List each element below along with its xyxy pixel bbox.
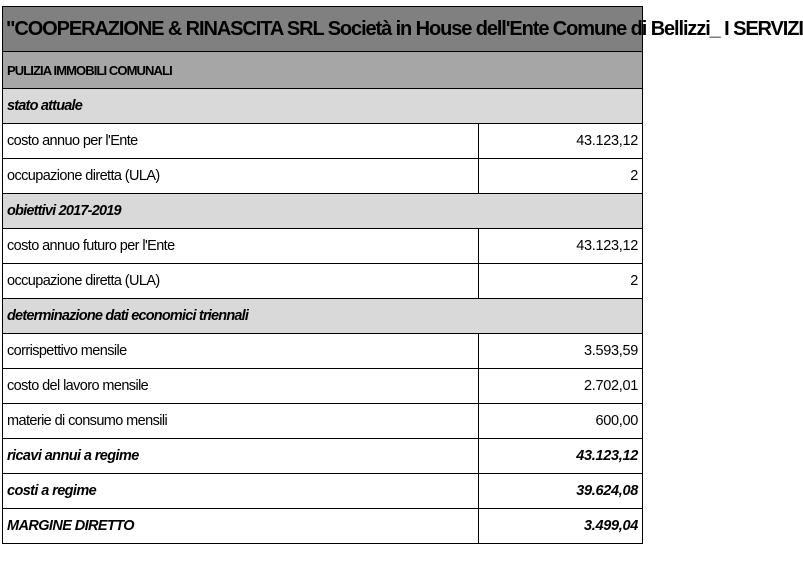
label-cell[interactable]: materie di consumo mensili <box>3 404 479 439</box>
section-header-row <box>3 194 643 229</box>
label-cell[interactable]: costo del lavoro mensile <box>3 369 479 404</box>
section-header-row <box>3 299 643 334</box>
value-cell[interactable]: 43.123,12 <box>479 439 643 474</box>
section-heading-current[interactable]: stato attuale <box>3 89 643 124</box>
table-row <box>3 474 643 509</box>
label-cell[interactable]: costi a regime <box>3 474 479 509</box>
table-row <box>3 159 643 194</box>
section-heading-objectives[interactable]: obiettivi 2017-2019 <box>3 194 643 229</box>
table-row <box>3 369 643 404</box>
table-row <box>3 439 643 474</box>
value-cell[interactable]: 600,00 <box>479 404 643 439</box>
label-cell[interactable]: costo annuo per l'Ente <box>3 124 479 159</box>
table-row <box>3 124 643 159</box>
service-row <box>3 52 643 89</box>
value-cell[interactable]: 2.702,01 <box>479 369 643 404</box>
section-header-row <box>3 89 643 124</box>
value-cell[interactable]: 43.123,12 <box>479 124 643 159</box>
label-cell[interactable]: MARGINE DIRETTO <box>3 509 479 544</box>
spreadsheet-table <box>2 6 803 544</box>
table-row <box>3 229 643 264</box>
table-row <box>3 264 643 299</box>
label-cell[interactable]: costo annuo futuro per l'Ente <box>3 229 479 264</box>
title-row <box>3 7 643 52</box>
label-cell[interactable]: occupazione diretta (ULA) <box>3 159 479 194</box>
value-cell[interactable]: 3.593,59 <box>479 334 643 369</box>
table-row <box>3 509 643 544</box>
value-cell[interactable]: 3.499,04 <box>479 509 643 544</box>
value-cell[interactable]: 2 <box>479 159 643 194</box>
service-name[interactable]: PULIZIA IMMOBILI COMUNALI <box>3 52 643 89</box>
table-row <box>3 404 643 439</box>
table-row <box>3 334 643 369</box>
label-cell[interactable]: occupazione diretta (ULA) <box>3 264 479 299</box>
value-cell[interactable]: 39.624,08 <box>479 474 643 509</box>
value-cell[interactable]: 2 <box>479 264 643 299</box>
value-cell[interactable]: 43.123,12 <box>479 229 643 264</box>
label-cell[interactable]: ricavi annui a regime <box>3 439 479 474</box>
label-cell[interactable]: corrispettivo mensile <box>3 334 479 369</box>
section-heading-economics[interactable]: determinazione dati economici triennali <box>3 299 643 334</box>
sheet-title[interactable]: "COOPERAZIONE & RINASCITA SRL Società in House dell'Ente Comune di Bellizzi_ I SERVIZI <box>3 7 643 52</box>
